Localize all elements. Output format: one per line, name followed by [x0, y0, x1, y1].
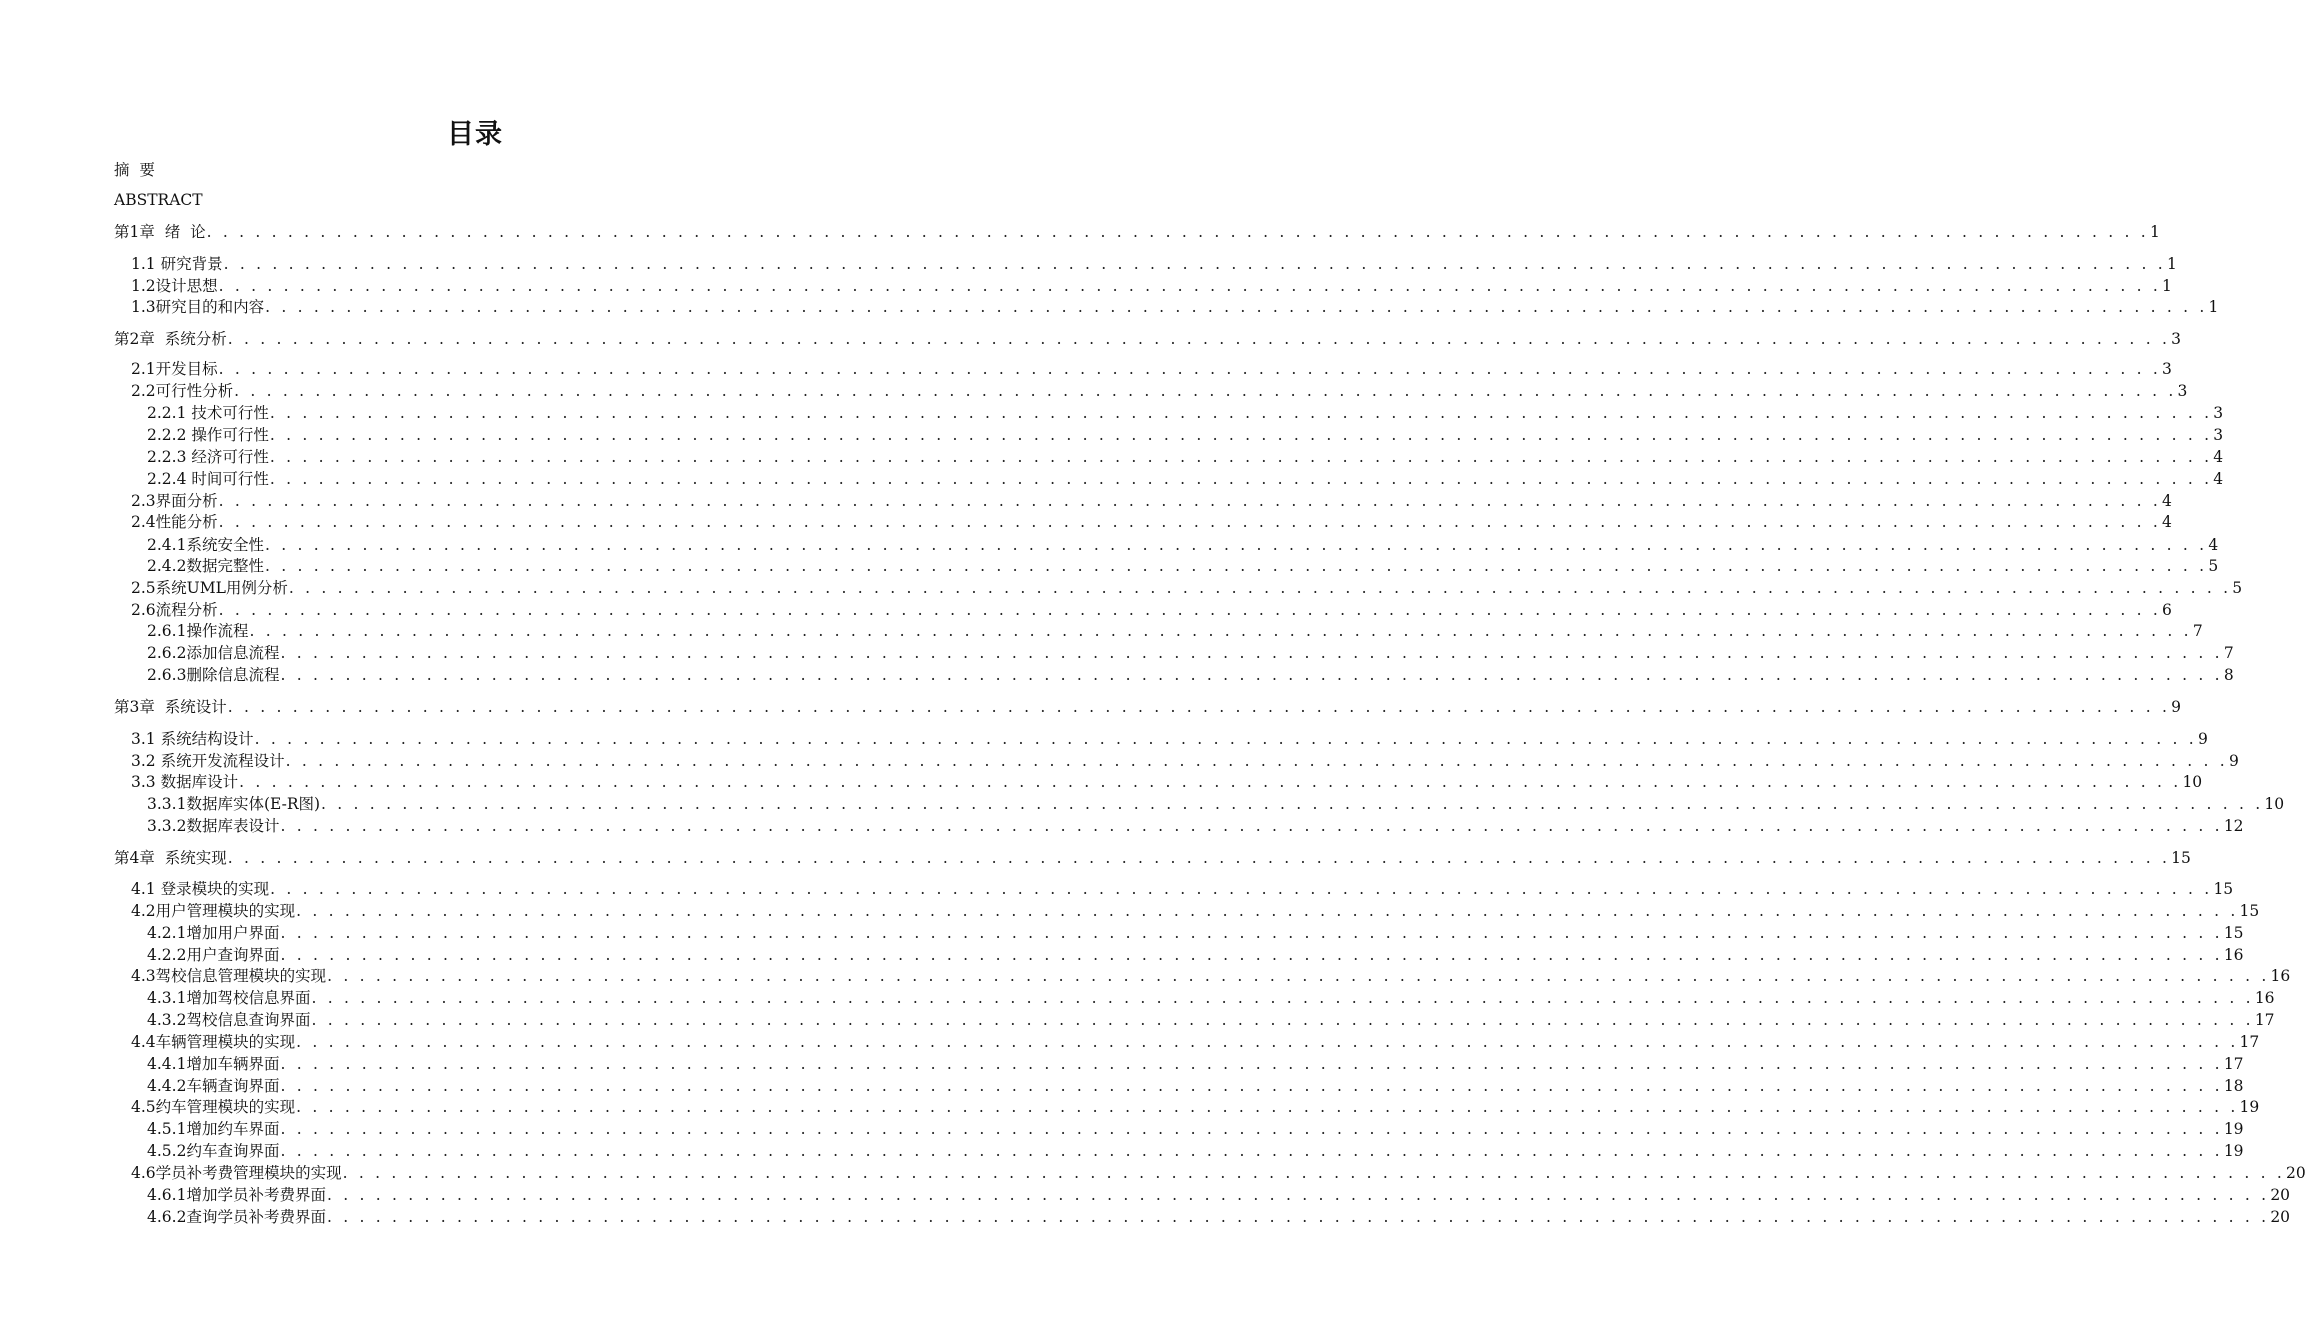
toc-entry-leader: . . . . . . . . . . . . . . . . . . . . . . . . . . . . . . . . . . . . . . . . . . . . . . . . . . . . . . . . . . . . . . . . . . . . . . . . . . . . . . . . . . . . . . . . . . . . . . . . . . . . . . . . . . . . . . . . . . . . . . . .: [280, 946, 2223, 964]
toc-entry-leader: . . . . . . . . . . . . . . . . . . . . . . . . . . . . . . . . . . . . . . . . . . . . . . . . . . . . . . . . . . . . . . . . . . . . . . . . . . . . . . . . . . . . . . . . . . . . . . . . . . . . . . . . . . . . . . . . . . . . . . . .: [270, 880, 2213, 898]
toc-entry-label: 4.3.1增加驾校信息界面: [147, 989, 311, 1007]
toc-entry-leader: . . . . . . . . . . . . . . . . . . . . . . . . . . . . . . . . . . . . . . . . . . . . . . . . . . . . . . . . . . . . . . . . . . . . . . . . . . . . . . . . . . . . . . . . . . . . . . . . . . . . . . . . . . . . . . . . . . . . . . . .: [265, 298, 2208, 316]
toc-entry-leader: . . . . . . . . . . . . . . . . . . . . . . . . . . . . . . . . . . . . . . . . . . . . . . . . . . . . . . . . . . . . . . . . . . . . . . . . . . . . . . . . . . . . . . . . . . . . . . . . . . . . . . . . . . . . . . . . . . . . . . . .: [269, 470, 2213, 488]
toc-entry-leader: . . . . . . . . . . . . . . . . . . . . . . . . . . . . . . . . . . . . . . . . . . . . . . . . . . . . . . . . . . . . . . . . . . . . . . . . . . . . . . . . . . . . . . . . . . . . . . . . . . . . . . . . . . . . . . . . . . . . . . . .: [227, 330, 2171, 348]
toc-entry-leader: . . . . . . . . . . . . . . . . . . . . . . . . . . . . . . . . . . . . . . . . . . . . . . . . . . . . . . . . . . . . . . . . . . . . . . . . . . . . . . . . . . . . . . . . . . . . . . . . . . . . . . . . . . . . . . . . . . . . . . . .: [234, 382, 2177, 400]
toc-entry-label: 2.5系统UML用例分析: [131, 579, 288, 597]
toc-entry-leader: . . . . . . . . . . . . . . . . . . . . . . . . . . . . . . . . . . . . . . . . . . . . . . . . . . . . . . . . . . . . . . . . . . . . . . . . . . . . . . . . . . . . . . . . . . . . . . . . . . . . . . . . . . . . . . . . . . . . . . . .: [223, 255, 2166, 273]
toc-entry-leader: . . . . . . . . . . . . . . . . . . . . . . . . . . . . . . . . . . . . . . . . . . . . . . . . . . . . . . . . . . . . . . . . . . . . . . . . . . . . . . . . . . . . . . . . . . . . . . . . . . . . . . . . . . . . . . . . . . . . . . . .: [206, 223, 2149, 241]
toc-entry: [114, 222, 2160, 242]
toc-entry-label: 4.2用户管理模块的实现: [131, 902, 296, 920]
toc-entry-page-number: 1: [2208, 298, 2219, 316]
toc-entry-leader: . . . . . . . . . . . . . . . . . . . . . . . . . . . . . . . . . . . . . . . . . . . . . . . . . . . . . . . . . . . . . . . . . . . . . . . . . . . . . . . . . . . . . . . . . . . . . . . . . . . . . . . . . . . . . . . . . . . . . . . .: [269, 426, 2213, 444]
toc-entry-leader: . . . . . . . . . . . . . . . . . . . . . . . . . . . . . . . . . . . . . . . . . . . . . . . . . . . . . . . . . . . . . . . . . . . . . . . . . . . . . . . . . . . . . . . . . . . . . . . . . . . . . . . . . . . . . . . . . . . . . . . .: [296, 1098, 2239, 1116]
toc-entry-page-number: 3: [2177, 382, 2188, 400]
toc-entry-page-number: 19: [2223, 1120, 2244, 1138]
toc-entry-page-number: 5: [2208, 557, 2219, 575]
toc-entry-leader: . . . . . . . . . . . . . . . . . . . . . . . . . . . . . . . . . . . . . . . . . . . . . . . . . . . . . . . . . . . . . . . . . . . . . . . . . . . . . . . . . . . . . . . . . . . . . . . . . . . . . . . . . . . . . . . . . . . . . . . .: [311, 989, 2254, 1007]
toc-entry: [147, 447, 2224, 467]
toc-entry-label: 2.2.1 技术可行性: [147, 404, 269, 422]
toc-entry: [131, 966, 2291, 986]
toc-entry: [147, 794, 2285, 814]
toc-entry: [131, 1097, 2260, 1117]
toc-entry-label: 2.2.4 时间可行性: [147, 470, 269, 488]
toc-entry: [147, 945, 2244, 965]
toc-entry-page-number: 20: [2270, 1208, 2291, 1226]
toc-entry-leader: . . . . . . . . . . . . . . . . . . . . . . . . . . . . . . . . . . . . . . . . . . . . . . . . . . . . . . . . . . . . . . . . . . . . . . . . . . . . . . . . . . . . . . . . . . . . . . . . . . . . . . . . . . . . . . . . . . . . . . . .: [327, 967, 2270, 985]
toc-entry-label: 4.4车辆管理模块的实现: [131, 1033, 296, 1051]
toc-entry: [147, 988, 2275, 1008]
toc-entry-page-number: 4: [2162, 492, 2172, 510]
toc-entry-label: 2.2.3 经济可行性: [147, 448, 269, 466]
toc-entry: [147, 665, 2234, 685]
toc-entry: [147, 1141, 2244, 1161]
toc-title: 目录: [447, 119, 503, 150]
toc-entry-page-number: 15: [2223, 924, 2244, 942]
toc-entry-label: 4.3驾校信息管理模块的实现: [131, 967, 327, 985]
toc-entry: [131, 578, 2243, 598]
toc-entry-label: 4.3.2驾校信息查询界面: [147, 1011, 311, 1029]
toc-entry-page-number: 15: [2213, 880, 2234, 898]
toc-entry-page-number: 1: [2166, 255, 2177, 273]
toc-entry-leader: . . . . . . . . . . . . . . . . . . . . . . . . . . . . . . . . . . . . . . . . . . . . . . . . . . . . . . . . . . . . . . . . . . . . . . . . . . . . . . . . . . . . . . . . . . . . . . . . . . . . . . . . . . . . . . . . . . . . . . . .: [280, 924, 2223, 942]
toc-entry-leader: . . . . . . . . . . . . . . . . . . . . . . . . . . . . . . . . . . . . . . . . . . . . . . . . . . . . . . . . . . . . . . . . . . . . . . . . . . . . . . . . . . . . . . . . . . . . . . . . . . . . . . . . . . . . . . . . . . . . . . . .: [296, 1033, 2239, 1051]
front-matter-abstract-en: ABSTRACT: [114, 191, 203, 209]
toc-entry-page-number: 19: [2239, 1098, 2260, 1116]
toc-entry-label: 第3章 系统设计: [114, 698, 227, 716]
toc-entry-leader: . . . . . . . . . . . . . . . . . . . . . . . . . . . . . . . . . . . . . . . . . . . . . . . . . . . . . . . . . . . . . . . . . . . . . . . . . . . . . . . . . . . . . . . . . . . . . . . . . . . . . . . . . . . . . . . . . . . . . . . .: [218, 277, 2162, 295]
toc-entry-page-number: 1: [2149, 223, 2160, 241]
toc-entry: [147, 1076, 2244, 1096]
toc-entry-label: 1.2设计思想: [131, 277, 218, 295]
toc-entry-label: 4.5约车管理模块的实现: [131, 1098, 296, 1116]
toc-entry-leader: . . . . . . . . . . . . . . . . . . . . . . . . . . . . . . . . . . . . . . . . . . . . . . . . . . . . . . . . . . . . . . . . . . . . . . . . . . . . . . . . . . . . . . . . . . . . . . . . . . . . . . . . . . . . . . . . . . . . . . . .: [280, 1055, 2223, 1073]
toc-entry: [131, 381, 2188, 401]
toc-entry-page-number: 19: [2223, 1142, 2244, 1160]
toc-entry: [147, 1010, 2275, 1030]
toc-entry-page-number: 4: [2213, 470, 2224, 488]
toc-entry-label: 2.2可行性分析: [131, 382, 234, 400]
toc-entry-page-number: 3: [2162, 360, 2172, 378]
toc-entry-page-number: 3: [2213, 404, 2224, 422]
toc-entry-page-number: 12: [2223, 817, 2244, 835]
toc-entry-page-number: 16: [2254, 989, 2275, 1007]
toc-entry-leader: . . . . . . . . . . . . . . . . . . . . . . . . . . . . . . . . . . . . . . . . . . . . . . . . . . . . . . . . . . . . . . . . . . . . . . . . . . . . . . . . . . . . . . . . . . . . . . . . . . . . . . . . . . . . . . . . . . . . . . . .: [254, 730, 2197, 748]
toc-entry-leader: . . . . . . . . . . . . . . . . . . . . . . . . . . . . . . . . . . . . . . . . . . . . . . . . . . . . . . . . . . . . . . . . . . . . . . . . . . . . . . . . . . . . . . . . . . . . . . . . . . . . . . . . . . . . . . . . . . . . . . . .: [280, 666, 2223, 684]
toc-entry-label: 3.3.2数据库表设计: [147, 817, 280, 835]
toc-entry-label: 4.6学员补考费管理模块的实现: [131, 1164, 342, 1182]
toc-entry-leader: . . . . . . . . . . . . . . . . . . . . . . . . . . . . . . . . . . . . . . . . . . . . . . . . . . . . . . . . . . . . . . . . . . . . . . . . . . . . . . . . . . . . . . . . . . . . . . . . . . . . . . . . . . . . . . . . . . . . . . . .: [227, 849, 2171, 867]
toc-entry-leader: . . . . . . . . . . . . . . . . . . . . . . . . . . . . . . . . . . . . . . . . . . . . . . . . . . . . . . . . . . . . . . . . . . . . . . . . . . . . . . . . . . . . . . . . . . . . . . . . . . . . . . . . . . . . . . . . . . . . . . . .: [342, 1164, 2286, 1182]
toc-entry: [147, 403, 2224, 423]
toc-entry: [131, 359, 2172, 379]
toc-entry-leader: . . . . . . . . . . . . . . . . . . . . . . . . . . . . . . . . . . . . . . . . . . . . . . . . . . . . . . . . . . . . . . . . . . . . . . . . . . . . . . . . . . . . . . . . . . . . . . . . . . . . . . . . . . . . . . . . . . . . . . . .: [264, 557, 2208, 575]
toc-entry-label: 3.1 系统结构设计: [131, 730, 254, 748]
toc-entry-leader: . . . . . . . . . . . . . . . . . . . . . . . . . . . . . . . . . . . . . . . . . . . . . . . . . . . . . . . . . . . . . . . . . . . . . . . . . . . . . . . . . . . . . . . . . . . . . . . . . . . . . . . . . . . . . . . . . . . . . . . .: [269, 448, 2213, 466]
toc-entry-page-number: 15: [2171, 849, 2191, 867]
toc-entry: [147, 556, 2219, 576]
toc-entry-leader: . . . . . . . . . . . . . . . . . . . . . . . . . . . . . . . . . . . . . . . . . . . . . . . . . . . . . . . . . . . . . . . . . . . . . . . . . . . . . . . . . . . . . . . . . . . . . . . . . . . . . . . . . . . . . . . . . . . . . . . .: [280, 1142, 2223, 1160]
toc-entry: [131, 254, 2177, 274]
front-matter-abstract-cn: 摘 要: [114, 161, 155, 179]
toc-entry-page-number: 20: [2270, 1186, 2291, 1204]
toc-entry-leader: . . . . . . . . . . . . . . . . . . . . . . . . . . . . . . . . . . . . . . . . . . . . . . . . . . . . . . . . . . . . . . . . . . . . . . . . . . . . . . . . . . . . . . . . . . . . . . . . . . . . . . . . . . . . . . . . . . . . . . . .: [280, 817, 2223, 835]
toc-entry-page-number: 8: [2223, 666, 2234, 684]
toc-entry-page-number: 6: [2162, 601, 2172, 619]
toc-entry-label: 2.3界面分析: [131, 492, 218, 510]
toc-entry-label: 第2章 系统分析: [114, 330, 227, 348]
toc-entry-label: 2.4.1系统安全性: [147, 536, 264, 554]
toc-entry-label: 4.6.2查询学员补考费界面: [147, 1208, 326, 1226]
toc-entry-page-number: 3: [2213, 426, 2224, 444]
toc-entry-page-number: 7: [2223, 644, 2234, 662]
toc-entry: [131, 751, 2239, 771]
toc-entry-label: 第1章 绪 论: [114, 223, 206, 241]
toc-entry: [131, 1163, 2306, 1183]
toc-entry-page-number: 15: [2239, 902, 2260, 920]
toc-entry-leader: . . . . . . . . . . . . . . . . . . . . . . . . . . . . . . . . . . . . . . . . . . . . . . . . . . . . . . . . . . . . . . . . . . . . . . . . . . . . . . . . . . . . . . . . . . . . . . . . . . . . . . . . . . . . . . . . . . . . . . . .: [288, 579, 2232, 597]
toc-entry-label: 1.1 研究背景: [131, 255, 223, 273]
toc-entry: [147, 816, 2244, 836]
toc-entry: [147, 621, 2203, 641]
toc-entry-page-number: 7: [2192, 622, 2203, 640]
toc-entry: [147, 535, 2219, 555]
toc-entry-page-number: 9: [2228, 752, 2239, 770]
toc-entry: [131, 297, 2219, 317]
toc-entry-leader: . . . . . . . . . . . . . . . . . . . . . . . . . . . . . . . . . . . . . . . . . . . . . . . . . . . . . . . . . . . . . . . . . . . . . . . . . . . . . . . . . . . . . . . . . . . . . . . . . . . . . . . . . . . . . . . . . . . . . . . .: [280, 1077, 2223, 1095]
toc-entry-leader: . . . . . . . . . . . . . . . . . . . . . . . . . . . . . . . . . . . . . . . . . . . . . . . . . . . . . . . . . . . . . . . . . . . . . . . . . . . . . . . . . . . . . . . . . . . . . . . . . . . . . . . . . . . . . . . . . . . . . . . .: [218, 513, 2162, 531]
toc-entry: [131, 1032, 2260, 1052]
toc-entry-label: 4.1 登录模块的实现: [131, 880, 270, 898]
toc-entry-label: 4.2.1增加用户界面: [147, 924, 280, 942]
toc-entry: [131, 729, 2208, 749]
toc-entry: [131, 512, 2172, 532]
toc-entry-page-number: 18: [2223, 1077, 2244, 1095]
toc-entry: [131, 276, 2172, 296]
toc-entry-leader: . . . . . . . . . . . . . . . . . . . . . . . . . . . . . . . . . . . . . . . . . . . . . . . . . . . . . . . . . . . . . . . . . . . . . . . . . . . . . . . . . . . . . . . . . . . . . . . . . . . . . . . . . . . . . . . . . . . . . . . .: [296, 902, 2239, 920]
toc-entry-label: 3.2 系统开发流程设计: [131, 752, 285, 770]
toc-entry-label: 3.3.1数据库实体(E-R图): [147, 795, 321, 813]
toc-entry-leader: . . . . . . . . . . . . . . . . . . . . . . . . . . . . . . . . . . . . . . . . . . . . . . . . . . . . . . . . . . . . . . . . . . . . . . . . . . . . . . . . . . . . . . . . . . . . . . . . . . . . . . . . . . . . . . . . . . . . . . . .: [218, 360, 2162, 378]
toc-entry: [147, 1207, 2291, 1227]
toc-entry-page-number: 16: [2270, 967, 2291, 985]
toc-entry-leader: . . . . . . . . . . . . . . . . . . . . . . . . . . . . . . . . . . . . . . . . . . . . . . . . . . . . . . . . . . . . . . . . . . . . . . . . . . . . . . . . . . . . . . . . . . . . . . . . . . . . . . . . . . . . . . . . . . . . . . . .: [218, 601, 2162, 619]
toc-entry-page-number: 4: [2208, 536, 2219, 554]
toc-entry: [147, 1054, 2244, 1074]
toc-entry-leader: . . . . . . . . . . . . . . . . . . . . . . . . . . . . . . . . . . . . . . . . . . . . . . . . . . . . . . . . . . . . . . . . . . . . . . . . . . . . . . . . . . . . . . . . . . . . . . . . . . . . . . . . . . . . . . . . . . . . . . . .: [285, 752, 2228, 770]
toc-entry-page-number: 1: [2162, 277, 2172, 295]
toc-entry-page-number: 17: [2239, 1033, 2260, 1051]
toc-entry-leader: . . . . . . . . . . . . . . . . . . . . . . . . . . . . . . . . . . . . . . . . . . . . . . . . . . . . . . . . . . . . . . . . . . . . . . . . . . . . . . . . . . . . . . . . . . . . . . . . . . . . . . . . . . . . . . . . . . . . . . . .: [269, 404, 2213, 422]
toc-entry: [131, 491, 2172, 511]
toc-entry: [147, 1119, 2244, 1139]
toc-entry-leader: . . . . . . . . . . . . . . . . . . . . . . . . . . . . . . . . . . . . . . . . . . . . . . . . . . . . . . . . . . . . . . . . . . . . . . . . . . . . . . . . . . . . . . . . . . . . . . . . . . . . . . . . . . . . . . . . . . . . . . . .: [280, 1120, 2223, 1138]
toc-entry-label: 4.2.2用户查询界面: [147, 946, 280, 964]
toc-entry-page-number: 4: [2162, 513, 2172, 531]
toc-entry-label: 3.3 数据库设计: [131, 773, 239, 791]
toc-entry: [131, 901, 2260, 921]
toc-entry: [114, 848, 2191, 868]
toc-entry-leader: . . . . . . . . . . . . . . . . . . . . . . . . . . . . . . . . . . . . . . . . . . . . . . . . . . . . . . . . . . . . . . . . . . . . . . . . . . . . . . . . . . . . . . . . . . . . . . . . . . . . . . . . . . . . . . . . . . . . . . . .: [280, 644, 2223, 662]
toc-entry-leader: . . . . . . . . . . . . . . . . . . . . . . . . . . . . . . . . . . . . . . . . . . . . . . . . . . . . . . . . . . . . . . . . . . . . . . . . . . . . . . . . . . . . . . . . . . . . . . . . . . . . . . . . . . . . . . . . . . . . . . . .: [264, 536, 2208, 554]
toc-entry: [147, 643, 2234, 663]
toc-entry-label: 4.6.1增加学员补考费界面: [147, 1186, 326, 1204]
toc-entry: [147, 1185, 2291, 1205]
toc-entry-page-number: 20: [2286, 1164, 2306, 1182]
toc-entry-leader: . . . . . . . . . . . . . . . . . . . . . . . . . . . . . . . . . . . . . . . . . . . . . . . . . . . . . . . . . . . . . . . . . . . . . . . . . . . . . . . . . . . . . . . . . . . . . . . . . . . . . . . . . . . . . . . . . . . . . . . .: [326, 1186, 2270, 1204]
toc-entry-label: 第4章 系统实现: [114, 849, 227, 867]
toc-entry-page-number: 9: [2171, 698, 2181, 716]
toc-entry-label: 2.4.2数据完整性: [147, 557, 264, 575]
toc-entry: [114, 329, 2181, 349]
toc-entry-page-number: 17: [2223, 1055, 2244, 1073]
toc-entry-leader: . . . . . . . . . . . . . . . . . . . . . . . . . . . . . . . . . . . . . . . . . . . . . . . . . . . . . . . . . . . . . . . . . . . . . . . . . . . . . . . . . . . . . . . . . . . . . . . . . . . . . . . . . . . . . . . . . . . . . . . .: [239, 773, 2182, 791]
toc-entry: [147, 425, 2224, 445]
toc-entry-page-number: 4: [2213, 448, 2224, 466]
toc-entry-page-number: 16: [2223, 946, 2244, 964]
toc-entry-label: 4.4.1增加车辆界面: [147, 1055, 280, 1073]
toc-entry-page-number: 3: [2171, 330, 2181, 348]
toc-entry-label: 4.4.2车辆查询界面: [147, 1077, 280, 1095]
toc-entry: [131, 879, 2234, 899]
toc-entry-label: 1.3研究目的和内容: [131, 298, 265, 316]
toc-entry-label: 2.6.3删除信息流程: [147, 666, 280, 684]
toc-entry-page-number: 10: [2264, 795, 2285, 813]
toc-entry-label: 2.6流程分析: [131, 601, 218, 619]
toc-entry-label: 4.5.1增加约车界面: [147, 1120, 280, 1138]
toc-entry-leader: . . . . . . . . . . . . . . . . . . . . . . . . . . . . . . . . . . . . . . . . . . . . . . . . . . . . . . . . . . . . . . . . . . . . . . . . . . . . . . . . . . . . . . . . . . . . . . . . . . . . . . . . . . . . . . . . . . . . . . . .: [321, 795, 2264, 813]
toc-entry: [131, 600, 2172, 620]
toc-entry: [147, 469, 2224, 489]
toc-entry-label: 4.5.2约车查询界面: [147, 1142, 280, 1160]
toc-entry-page-number: 17: [2254, 1011, 2275, 1029]
toc-entry-leader: . . . . . . . . . . . . . . . . . . . . . . . . . . . . . . . . . . . . . . . . . . . . . . . . . . . . . . . . . . . . . . . . . . . . . . . . . . . . . . . . . . . . . . . . . . . . . . . . . . . . . . . . . . . . . . . . . . . . . . . .: [249, 622, 2192, 640]
toc-entry-label: 2.2.2 操作可行性: [147, 426, 269, 444]
toc-entry-leader: . . . . . . . . . . . . . . . . . . . . . . . . . . . . . . . . . . . . . . . . . . . . . . . . . . . . . . . . . . . . . . . . . . . . . . . . . . . . . . . . . . . . . . . . . . . . . . . . . . . . . . . . . . . . . . . . . . . . . . . .: [326, 1208, 2270, 1226]
toc-entry-label: 2.1开发目标: [131, 360, 218, 378]
toc-entry-leader: . . . . . . . . . . . . . . . . . . . . . . . . . . . . . . . . . . . . . . . . . . . . . . . . . . . . . . . . . . . . . . . . . . . . . . . . . . . . . . . . . . . . . . . . . . . . . . . . . . . . . . . . . . . . . . . . . . . . . . . .: [218, 492, 2162, 510]
toc-entry-page-number: 10: [2182, 773, 2203, 791]
toc-entry-leader: . . . . . . . . . . . . . . . . . . . . . . . . . . . . . . . . . . . . . . . . . . . . . . . . . . . . . . . . . . . . . . . . . . . . . . . . . . . . . . . . . . . . . . . . . . . . . . . . . . . . . . . . . . . . . . . . . . . . . . . .: [227, 698, 2171, 716]
toc-entry-page-number: 5: [2232, 579, 2243, 597]
toc-entry-label: 2.6.2添加信息流程: [147, 644, 280, 662]
toc-entry: [114, 697, 2181, 717]
toc-entry: [147, 923, 2244, 943]
toc-entry-leader: . . . . . . . . . . . . . . . . . . . . . . . . . . . . . . . . . . . . . . . . . . . . . . . . . . . . . . . . . . . . . . . . . . . . . . . . . . . . . . . . . . . . . . . . . . . . . . . . . . . . . . . . . . . . . . . . . . . . . . . .: [311, 1011, 2254, 1029]
toc-entry-page-number: 9: [2197, 730, 2208, 748]
toc-entry: [131, 772, 2203, 792]
toc-entry-label: 2.6.1操作流程: [147, 622, 249, 640]
toc-entry-label: 2.4性能分析: [131, 513, 218, 531]
